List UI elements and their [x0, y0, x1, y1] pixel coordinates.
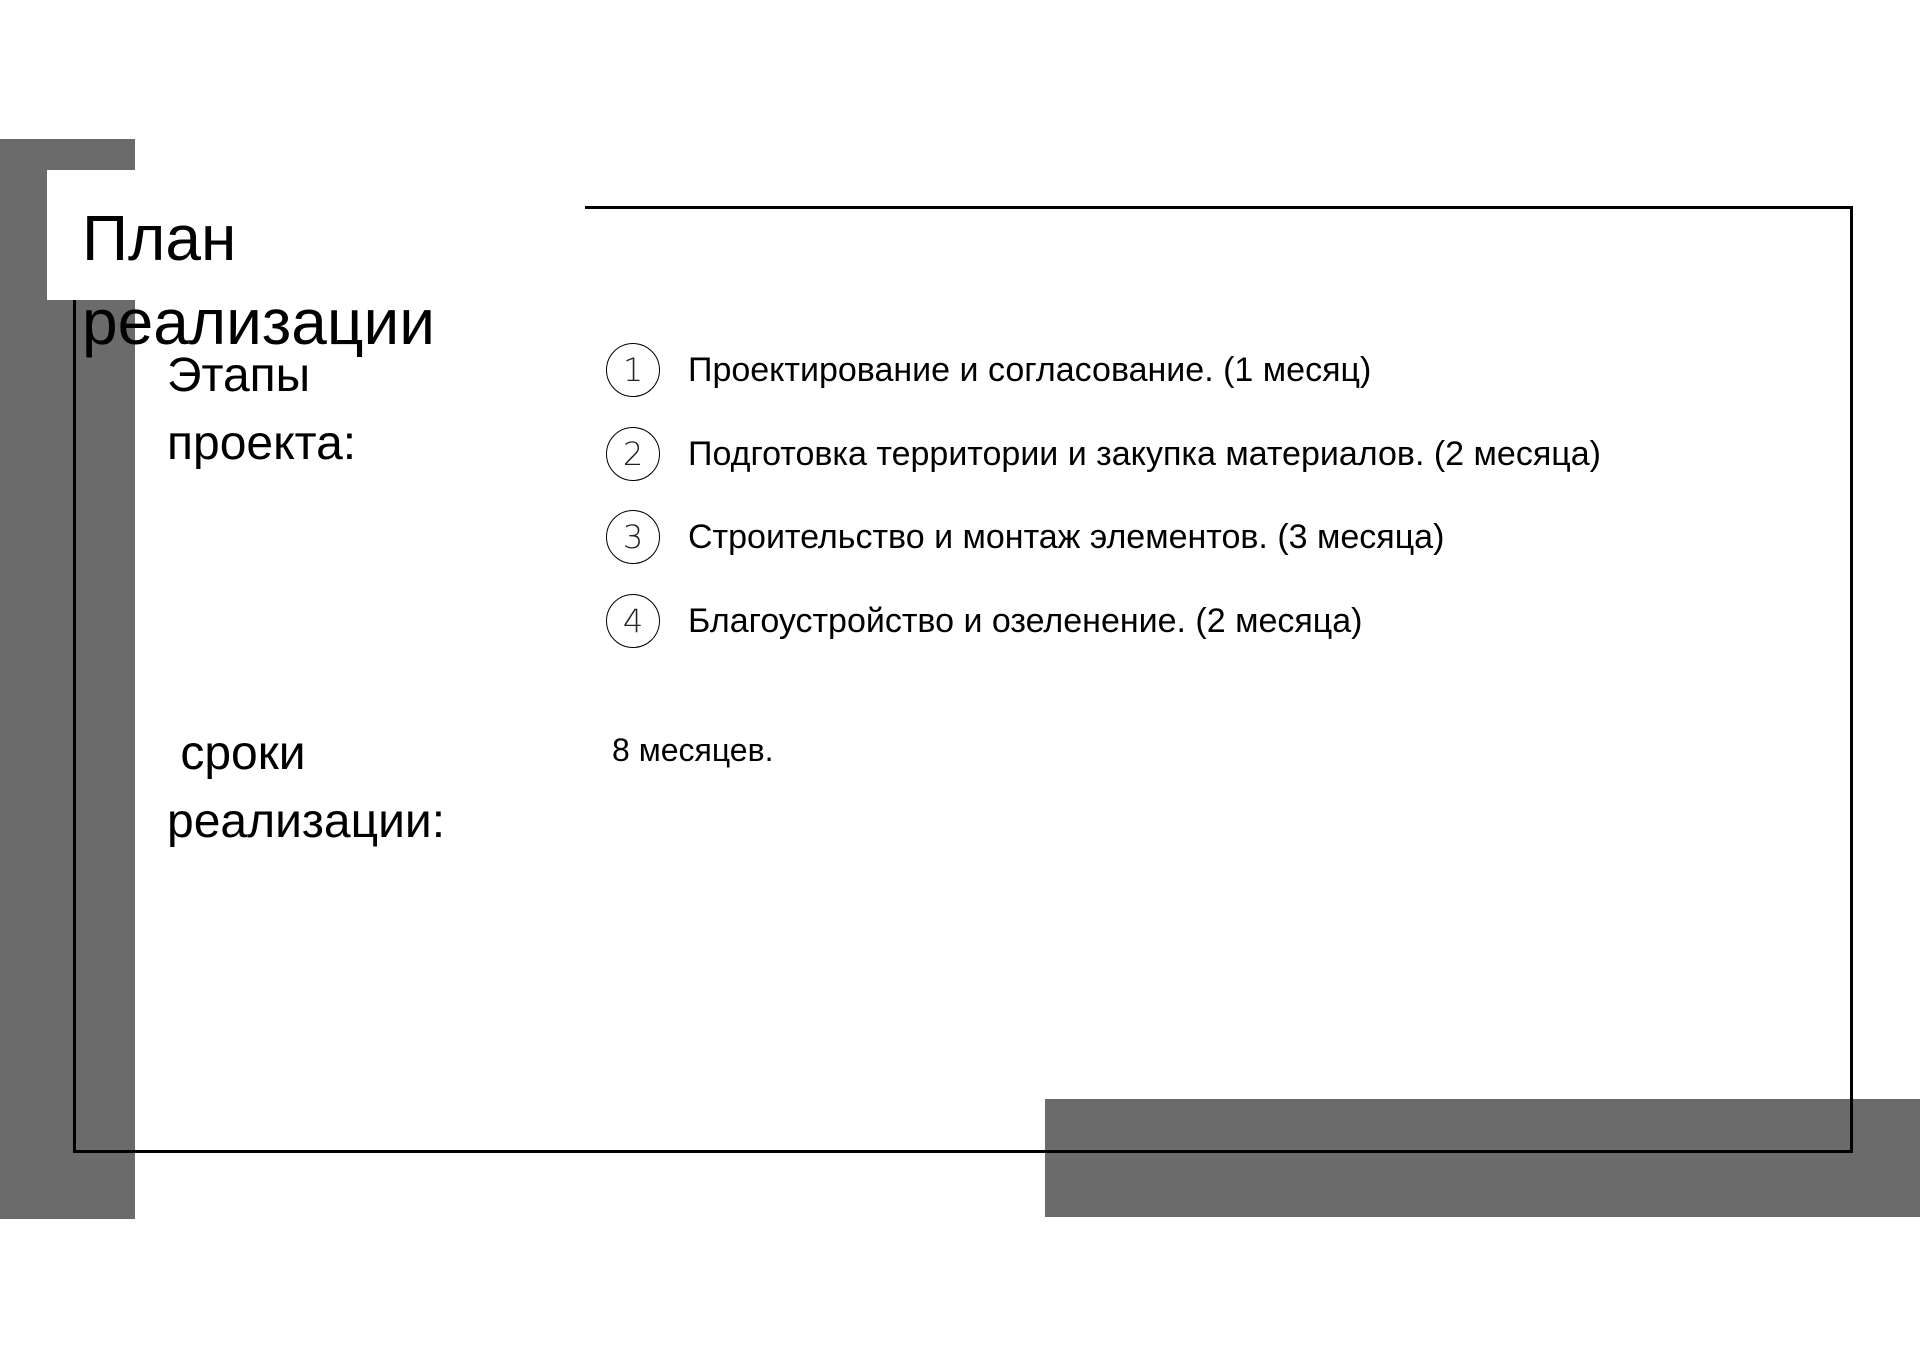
terms-label — [167, 720, 527, 856]
stages-label — [167, 342, 467, 478]
stage-item-3 — [606, 507, 1444, 567]
stage-text: Строительство и монтаж элементов. (3 месяца) — [688, 517, 1445, 556]
frame-left-line — [73, 265, 76, 1153]
frame-top-line — [585, 206, 1853, 209]
duration-value: 8 месяцев. — [612, 732, 774, 768]
terms-label-line-1: сроки — [167, 727, 306, 780]
title-line-2: реализации — [82, 286, 435, 358]
stage-text: Проектирование и согласование. (1 месяц) — [688, 350, 1372, 389]
terms-label-line-2: реализации: — [167, 795, 446, 848]
stage-number-badge: 2 — [606, 427, 660, 481]
decorative-gray-bar-bottom — [1045, 1099, 1920, 1217]
stage-number-badge: 1 — [606, 343, 660, 397]
stage-text: Подготовка территории и закупка материалов. (2 месяца) — [688, 434, 1601, 473]
stage-item-2 — [606, 424, 1601, 484]
title-line-1: План — [82, 202, 237, 274]
stage-number-badge: 4 — [606, 594, 660, 648]
frame-right-line — [1850, 206, 1853, 1153]
stages-label-line-2: проекта: — [167, 417, 357, 470]
frame-bottom-line — [73, 1150, 1853, 1153]
stage-item-1 — [606, 340, 1371, 400]
stage-text: Благоустройство и озеленение. (2 месяца) — [688, 601, 1363, 640]
stages-label-line-1: Этапы — [167, 349, 311, 402]
page-title — [82, 196, 582, 364]
stage-number-badge: 3 — [606, 510, 660, 564]
stage-item-4 — [606, 591, 1363, 651]
